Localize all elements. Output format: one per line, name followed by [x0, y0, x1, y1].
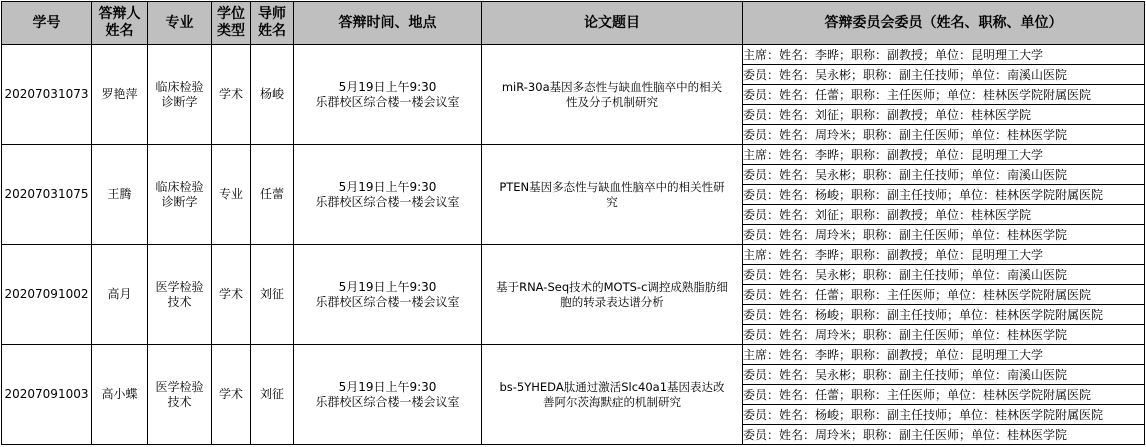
committee-member-cell: 委员：姓名：任蕾；职称：主任医师；单位：桂林医学院附属医院 — [743, 85, 1145, 105]
degree-type-cell: 学术 — [212, 45, 251, 145]
header-degree-type-line1: 学位 — [217, 6, 245, 22]
student-id-cell: 20207031073 — [2, 45, 92, 145]
header-defender-name — [92, 2, 148, 45]
committee-member-cell: 主席：姓名：李晔；职称：副教授；单位：昆明理工大学 — [743, 145, 1145, 165]
advisor-name-cell: 刘征 — [251, 245, 294, 345]
table-row — [2, 145, 1145, 165]
major-line1: 临床检验 — [155, 179, 204, 194]
degree-type-cell: 学术 — [212, 345, 251, 445]
committee-member-cell: 委员：姓名：任蕾；职称：主任医师；单位：桂林医学院附属医院 — [743, 285, 1145, 305]
defender-name-cell: 高小蝶 — [92, 345, 148, 445]
thesis-title-line1: miR-30a基因多态性与缺血性脑卒中的相关 — [501, 79, 723, 94]
major-line2: 诊断学 — [161, 94, 198, 109]
defense-time: 5月19日上午9:30 — [338, 279, 437, 294]
thesis-title-cell — [482, 345, 743, 445]
committee-member-cell: 委员：姓名：刘征；职称：副教授；单位：桂林医学院 — [743, 205, 1145, 225]
thesis-title-line1: bs-5YHEDA肽通过激活Slc40a1基因表达改 — [499, 379, 725, 394]
degree-type-cell: 专业 — [212, 145, 251, 245]
defender-name-cell: 王腾 — [92, 145, 148, 245]
major-line1: 医学检验 — [155, 379, 204, 394]
major-line2: 技术 — [167, 394, 192, 409]
time-place-cell — [294, 145, 482, 245]
committee-member-cell: 委员：姓名：杨峻；职称：副主任技师；单位：桂林医学院附属医院 — [743, 405, 1145, 425]
advisor-name-cell: 刘征 — [251, 345, 294, 445]
defense-place: 乐群校区综合楼一楼会议室 — [315, 94, 460, 109]
thesis-title-cell — [482, 45, 743, 145]
committee-member-cell: 主席：姓名：李晔；职称：副教授；单位：昆明理工大学 — [743, 245, 1145, 265]
defense-place: 乐群校区综合楼一楼会议室 — [315, 394, 460, 409]
header-advisor-name — [251, 2, 294, 45]
thesis-title-cell — [482, 145, 743, 245]
thesis-title-line1: 基于RNA-Seq技术的MOTS-c调控成熟脂肪细 — [496, 279, 728, 294]
defense-time: 5月19日上午9:30 — [338, 379, 437, 394]
table-body — [2, 45, 1145, 445]
header-time-place: 答辩时间、地点 — [294, 2, 482, 45]
time-place-cell — [294, 45, 482, 145]
header-advisor-name-line1: 导师 — [258, 6, 286, 22]
thesis-title-line1: PTEN基因多态性与缺血性脑卒中的相关性研 — [499, 179, 725, 194]
thesis-title-line2: 性及分子机制研究 — [566, 94, 658, 109]
degree-type-cell: 学术 — [212, 245, 251, 345]
committee-member-cell: 委员：姓名：任蕾；职称：主任医师；单位：桂林医学院附属医院 — [743, 385, 1145, 405]
major-line1: 医学检验 — [155, 279, 204, 294]
table-row — [2, 345, 1145, 365]
defender-name-cell: 高月 — [92, 245, 148, 345]
student-id-cell: 20207091003 — [2, 345, 92, 445]
major-line2: 诊断学 — [161, 194, 198, 209]
committee-member-cell: 委员：姓名：杨峻；职称：副主任技师；单位：桂林医学院附属医院 — [743, 185, 1145, 205]
committee-member-cell: 主席：姓名：李晔；职称：副教授；单位：昆明理工大学 — [743, 345, 1145, 365]
major-cell — [148, 145, 212, 245]
major-cell — [148, 45, 212, 145]
committee-member-cell: 委员：姓名：刘征；职称：副教授；单位：桂林医学院 — [743, 105, 1145, 125]
thesis-title-line2: 胞的转录表达谱分析 — [560, 294, 664, 309]
defender-name-cell: 罗艳萍 — [92, 45, 148, 145]
defense-schedule-table — [1, 1, 1145, 445]
header-student-id: 学号 — [2, 2, 92, 45]
major-cell — [148, 245, 212, 345]
major-cell — [148, 345, 212, 445]
committee-member-cell: 委员：姓名：吴永彬；职称：副主任技师；单位：南溪山医院 — [743, 65, 1145, 85]
time-place-cell — [294, 245, 482, 345]
committee-member-cell: 委员：姓名：周玲米；职称：副主任医师；单位：桂林医学院 — [743, 225, 1145, 245]
thesis-title-line2: 究 — [606, 194, 618, 209]
time-place-cell — [294, 345, 482, 445]
thesis-title-line2: 善阿尔茨海默症的机制研究 — [543, 394, 681, 409]
committee-member-cell: 委员：姓名：吴永彬；职称：副主任技师；单位：南溪山医院 — [743, 365, 1145, 385]
advisor-name-cell: 杨峻 — [251, 45, 294, 145]
header-degree-type — [212, 2, 251, 45]
committee-member-cell: 委员：姓名：周玲米；职称：副主任医师；单位：桂林医学院 — [743, 325, 1145, 345]
header-committee: 答辩委员会委员（姓名、职称、单位） — [743, 2, 1145, 45]
table-row — [2, 245, 1145, 265]
header-row — [2, 2, 1145, 45]
header-advisor-name-line2: 姓名 — [258, 23, 286, 39]
major-line1: 临床检验 — [155, 79, 204, 94]
committee-member-cell: 委员：姓名：吴永彬；职称：副主任技师；单位：南溪山医院 — [743, 265, 1145, 285]
thesis-title-cell — [482, 245, 743, 345]
header-defender-name-line2: 姓名 — [105, 23, 134, 39]
advisor-name-cell: 任蕾 — [251, 145, 294, 245]
student-id-cell: 20207091002 — [2, 245, 92, 345]
committee-member-cell: 委员：姓名：周玲米；职称：副主任医师；单位：桂林医学院 — [743, 125, 1145, 145]
header-defender-name-line1: 答辩人 — [98, 6, 141, 22]
defense-place: 乐群校区综合楼一楼会议室 — [315, 194, 460, 209]
table-row — [2, 45, 1145, 65]
committee-member-cell: 委员：姓名：杨峻；职称：副主任技师；单位：桂林医学院附属医院 — [743, 305, 1145, 325]
defense-time: 5月19日上午9:30 — [338, 179, 437, 194]
defense-time: 5月19日上午9:30 — [338, 79, 437, 94]
committee-member-cell: 主席：姓名：李晔；职称：副教授；单位：昆明理工大学 — [743, 45, 1145, 65]
student-id-cell: 20207031075 — [2, 145, 92, 245]
committee-member-cell: 委员：姓名：吴永彬；职称：副主任技师；单位：南溪山医院 — [743, 165, 1145, 185]
header-degree-type-line2: 类型 — [217, 23, 245, 39]
defense-place: 乐群校区综合楼一楼会议室 — [315, 294, 460, 309]
header-major: 专业 — [148, 2, 212, 45]
committee-member-cell: 委员：姓名：周玲米；职称：副主任医师；单位：桂林医学院 — [743, 425, 1145, 445]
major-line2: 技术 — [167, 294, 192, 309]
header-thesis-title: 论文题目 — [482, 2, 743, 45]
